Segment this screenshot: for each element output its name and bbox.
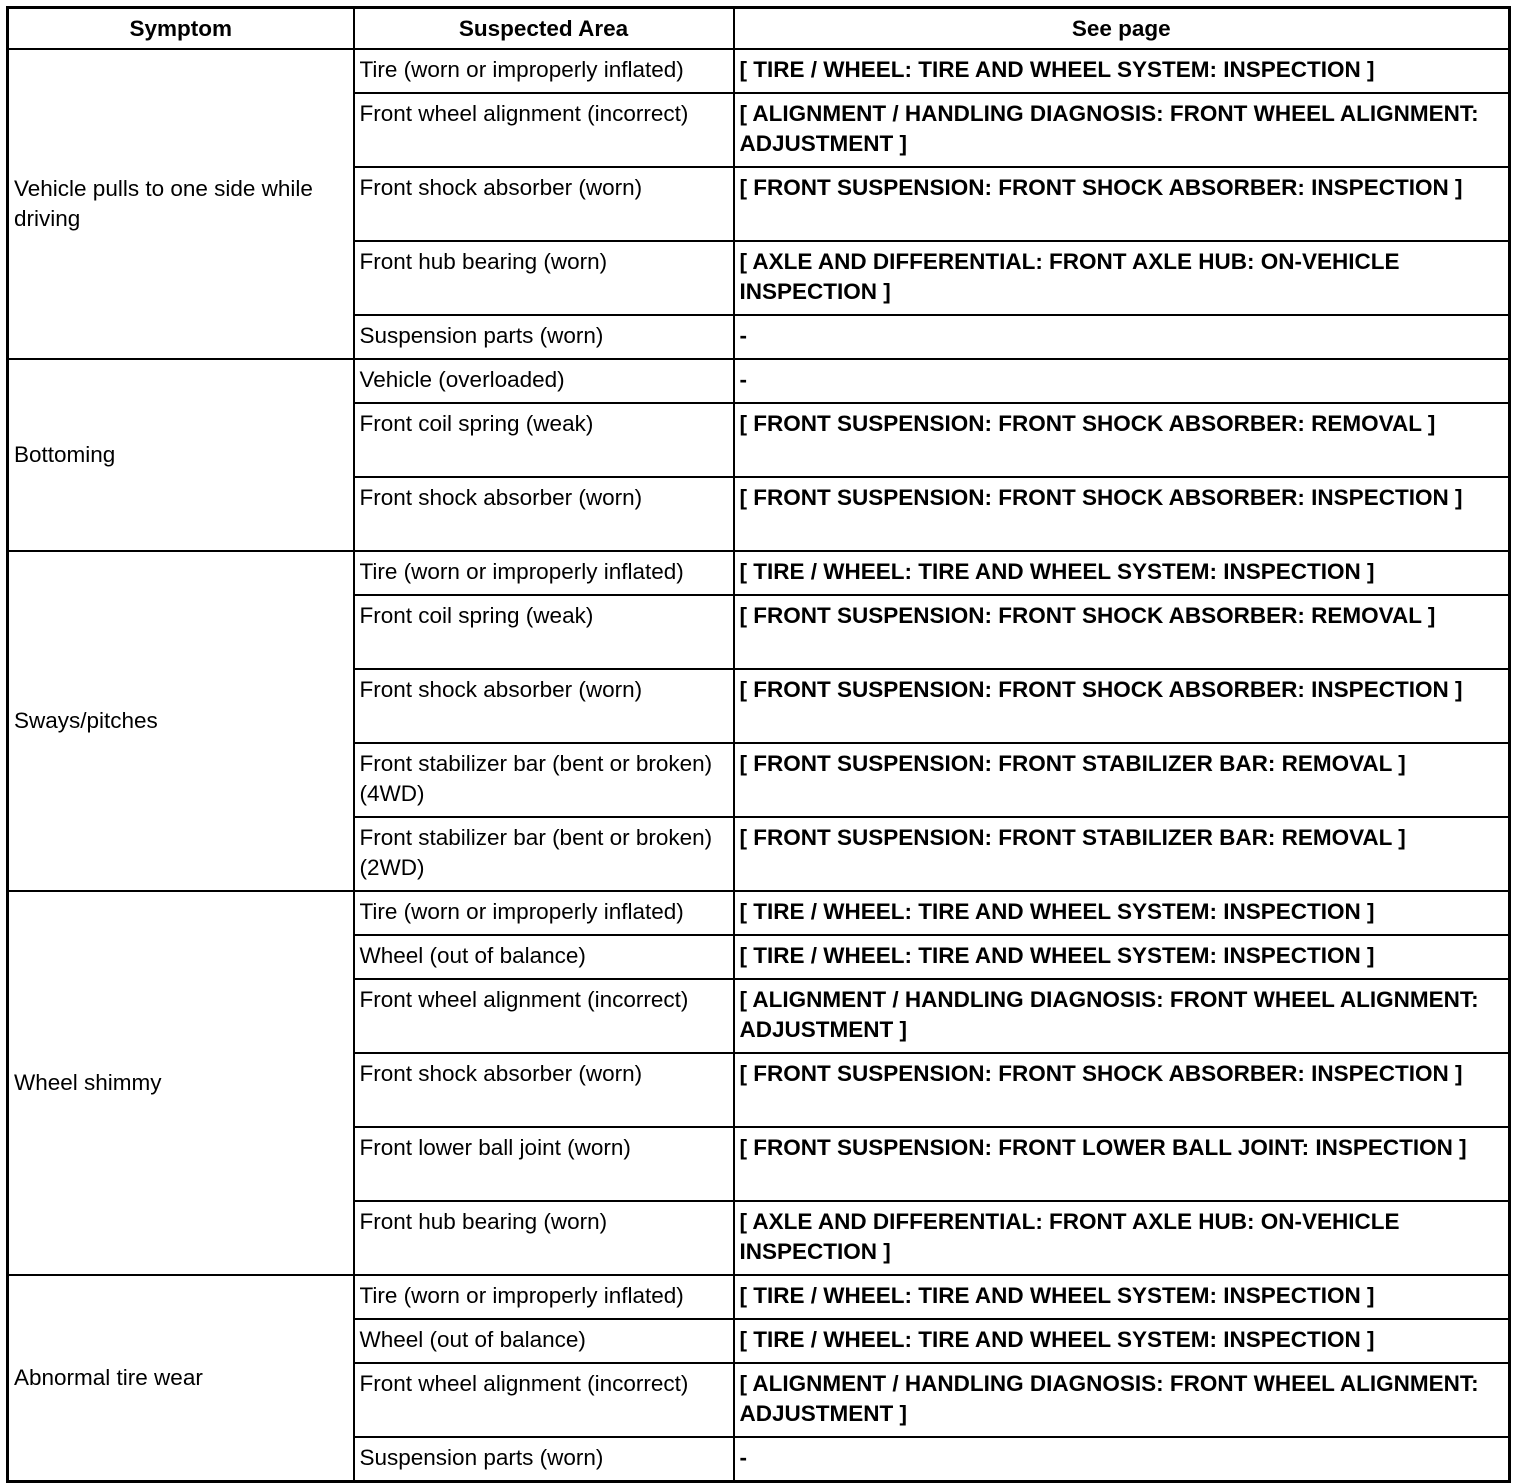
- header-row: [8, 8, 1510, 50]
- see-page-cell: [ FRONT SUSPENSION: FRONT SHOCK ABSORBER: INSPECTION ]: [734, 669, 1510, 743]
- suspected-area-cell: Front stabilizer bar (bent or broken) (2WD): [354, 817, 734, 891]
- see-page-cell: [ TIRE / WHEEL: TIRE AND WHEEL SYSTEM: INSPECTION ]: [734, 551, 1510, 595]
- symptom-cell: Abnormal tire wear: [8, 1275, 354, 1482]
- header-suspected-area: Suspected Area: [354, 8, 734, 50]
- see-page-cell: -: [734, 359, 1510, 403]
- see-page-cell: [ FRONT SUSPENSION: FRONT SHOCK ABSORBER: REMOVAL ]: [734, 403, 1510, 477]
- see-page-cell: [ FRONT SUSPENSION: FRONT LOWER BALL JOINT: INSPECTION ]: [734, 1127, 1510, 1201]
- table-header: [8, 8, 1510, 50]
- see-page-cell: [ FRONT SUSPENSION: FRONT SHOCK ABSORBER: INSPECTION ]: [734, 477, 1510, 551]
- suspected-area-cell: Front shock absorber (worn): [354, 1053, 734, 1127]
- suspected-area-cell: Front coil spring (weak): [354, 595, 734, 669]
- see-page-cell: [ TIRE / WHEEL: TIRE AND WHEEL SYSTEM: INSPECTION ]: [734, 891, 1510, 935]
- see-page-cell: -: [734, 1437, 1510, 1482]
- see-page-cell: [ ALIGNMENT / HANDLING DIAGNOSIS: FRONT WHEEL ALIGNMENT: ADJUSTMENT ]: [734, 1363, 1510, 1437]
- see-page-cell: [ ALIGNMENT / HANDLING DIAGNOSIS: FRONT WHEEL ALIGNMENT: ADJUSTMENT ]: [734, 979, 1510, 1053]
- see-page-cell: [ TIRE / WHEEL: TIRE AND WHEEL SYSTEM: INSPECTION ]: [734, 49, 1510, 93]
- see-page-cell: [ ALIGNMENT / HANDLING DIAGNOSIS: FRONT WHEEL ALIGNMENT: ADJUSTMENT ]: [734, 93, 1510, 167]
- suspected-area-cell: Tire (worn or improperly inflated): [354, 551, 734, 595]
- suspected-area-cell: Front shock absorber (worn): [354, 167, 734, 241]
- suspected-area-cell: Front hub bearing (worn): [354, 241, 734, 315]
- see-page-cell: [ TIRE / WHEEL: TIRE AND WHEEL SYSTEM: INSPECTION ]: [734, 1319, 1510, 1363]
- suspected-area-cell: Front wheel alignment (incorrect): [354, 979, 734, 1053]
- suspected-area-cell: Suspension parts (worn): [354, 1437, 734, 1482]
- table-row: [8, 359, 1510, 403]
- see-page-cell: [ TIRE / WHEEL: TIRE AND WHEEL SYSTEM: INSPECTION ]: [734, 1275, 1510, 1319]
- table-row: [8, 551, 1510, 595]
- see-page-cell: [ AXLE AND DIFFERENTIAL: FRONT AXLE HUB: ON-VEHICLE INSPECTION ]: [734, 241, 1510, 315]
- suspected-area-cell: Front wheel alignment (incorrect): [354, 1363, 734, 1437]
- suspected-area-cell: Front coil spring (weak): [354, 403, 734, 477]
- suspected-area-cell: Tire (worn or improperly inflated): [354, 1275, 734, 1319]
- table-row: [8, 1275, 1510, 1319]
- suspected-area-cell: Tire (worn or improperly inflated): [354, 49, 734, 93]
- symptom-troubleshooting-table: [6, 6, 1511, 1483]
- suspected-area-cell: Front lower ball joint (worn): [354, 1127, 734, 1201]
- header-see-page: See page: [734, 8, 1510, 50]
- suspected-area-cell: Front hub bearing (worn): [354, 1201, 734, 1275]
- diagnosis-table-container: [6, 6, 1508, 1470]
- symptom-cell: Vehicle pulls to one side while driving: [8, 49, 354, 359]
- suspected-area-cell: Front wheel alignment (incorrect): [354, 93, 734, 167]
- see-page-cell: [ AXLE AND DIFFERENTIAL: FRONT AXLE HUB: ON-VEHICLE INSPECTION ]: [734, 1201, 1510, 1275]
- suspected-area-cell: Front shock absorber (worn): [354, 669, 734, 743]
- see-page-cell: [ FRONT SUSPENSION: FRONT SHOCK ABSORBER: REMOVAL ]: [734, 595, 1510, 669]
- suspected-area-cell: Vehicle (overloaded): [354, 359, 734, 403]
- see-page-cell: [ TIRE / WHEEL: TIRE AND WHEEL SYSTEM: INSPECTION ]: [734, 935, 1510, 979]
- see-page-cell: [ FRONT SUSPENSION: FRONT SHOCK ABSORBER: INSPECTION ]: [734, 167, 1510, 241]
- symptom-cell: Sways/pitches: [8, 551, 354, 891]
- symptom-cell: Wheel shimmy: [8, 891, 354, 1275]
- suspected-area-cell: Tire (worn or improperly inflated): [354, 891, 734, 935]
- symptom-cell: Bottoming: [8, 359, 354, 551]
- suspected-area-cell: Front stabilizer bar (bent or broken) (4WD): [354, 743, 734, 817]
- suspected-area-cell: Front shock absorber (worn): [354, 477, 734, 551]
- see-page-cell: -: [734, 315, 1510, 359]
- suspected-area-cell: Wheel (out of balance): [354, 935, 734, 979]
- table-row: [8, 49, 1510, 93]
- suspected-area-cell: Suspension parts (worn): [354, 315, 734, 359]
- suspected-area-cell: Wheel (out of balance): [354, 1319, 734, 1363]
- table-body: [8, 49, 1510, 1482]
- see-page-cell: [ FRONT SUSPENSION: FRONT STABILIZER BAR: REMOVAL ]: [734, 743, 1510, 817]
- see-page-cell: [ FRONT SUSPENSION: FRONT STABILIZER BAR: REMOVAL ]: [734, 817, 1510, 891]
- table-row: [8, 891, 1510, 935]
- header-symptom: Symptom: [8, 8, 354, 50]
- see-page-cell: [ FRONT SUSPENSION: FRONT SHOCK ABSORBER: INSPECTION ]: [734, 1053, 1510, 1127]
